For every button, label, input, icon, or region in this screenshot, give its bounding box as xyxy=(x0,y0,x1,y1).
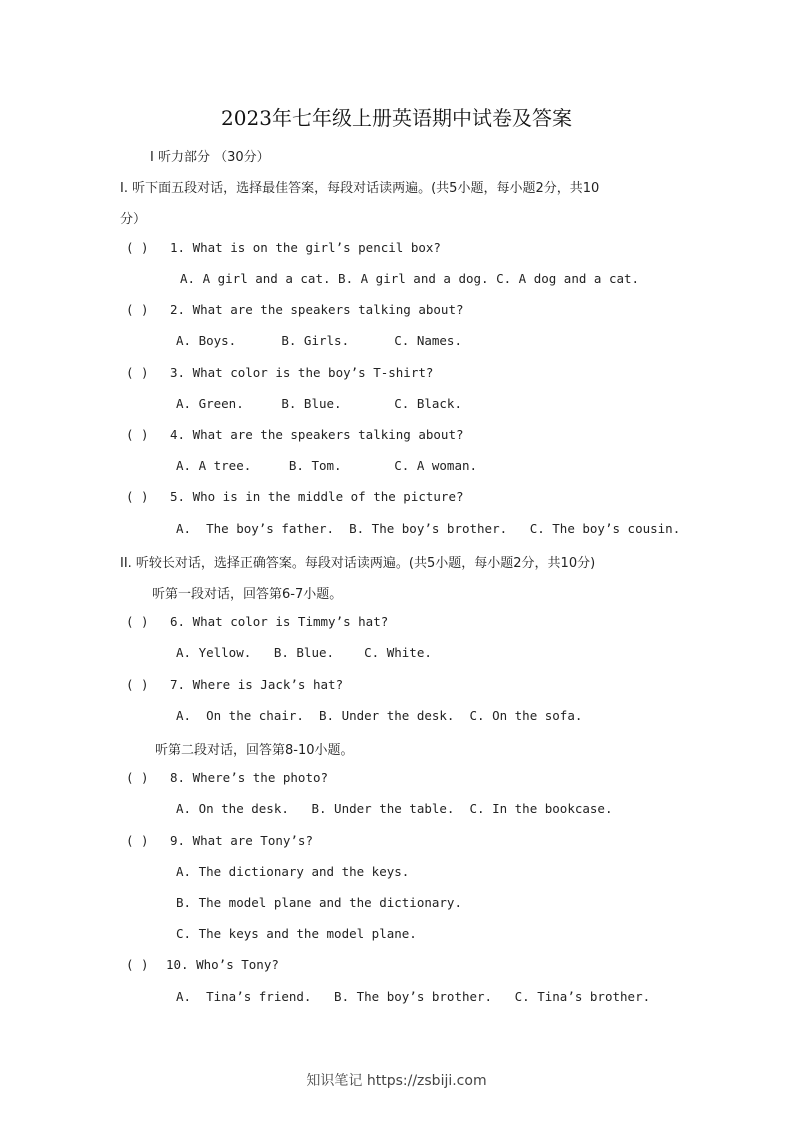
question-4-options: A. A tree. B. Tom. C. A woman. xyxy=(176,458,478,473)
question-1-options: A. A girl and a cat. B. A girl and a dog. C. A dog and a cat. xyxy=(180,271,640,286)
question-1 xyxy=(126,240,441,255)
answer-blank[interactable]: ( ) xyxy=(126,302,149,317)
section2-instruction: II. 听较长对话，选择正确答案。每段对话读两遍。(共5小题，每小题2分，共10分) xyxy=(120,556,596,571)
answer-blank[interactable]: ( ) xyxy=(126,770,149,785)
question-8 xyxy=(126,770,328,785)
question-7-options: A. On the chair. B. Under the desk. C. On the sofa. xyxy=(176,708,583,723)
question-text: 8. Where’s the photo? xyxy=(170,770,329,785)
section2-sub2: 听第二段对话，回答第8-10小题。 xyxy=(155,743,354,758)
question-text: 4. What are the speakers talking about? xyxy=(170,427,464,442)
answer-blank[interactable]: ( ) xyxy=(126,957,149,972)
answer-blank[interactable]: ( ) xyxy=(126,833,149,848)
question-3-options: A. Green. B. Blue. C. Black. xyxy=(176,396,462,411)
section2-sub1: 听第一段对话，回答第6-7小题。 xyxy=(152,587,343,602)
question-5 xyxy=(126,489,464,504)
question-text: 5. Who is in the middle of the picture? xyxy=(170,489,464,504)
answer-blank[interactable]: ( ) xyxy=(126,365,149,380)
section1-instruction-line1: Ⅰ. 听下面五段对话，选择最佳答案，每段对话读两遍。(共5小题，每小题2分，共10 xyxy=(120,181,600,196)
question-9 xyxy=(126,833,313,848)
question-text: 3. What color is the boy’s T-shirt? xyxy=(170,365,434,380)
question-2 xyxy=(126,302,464,317)
answer-blank[interactable]: ( ) xyxy=(126,489,149,504)
answer-blank[interactable]: ( ) xyxy=(126,614,149,629)
answer-blank[interactable]: ( ) xyxy=(126,240,149,255)
question-5-options: A. The boy’s father. B. The boy’s brother. C. The boy’s cousin. xyxy=(176,521,681,536)
question-7 xyxy=(126,677,343,692)
question-text: 1. What is on the girl’s pencil box? xyxy=(170,240,441,255)
question-10-options: A. Tina’s friend. B. The boy’s brother. C. Tina’s brother. xyxy=(176,989,651,1004)
question-8-options: A. On the desk. B. Under the table. C. In the bookcase. xyxy=(176,801,613,816)
page-title: 2023年七年级上册英语期中试卷及答案 xyxy=(221,106,572,130)
question-10 xyxy=(126,957,279,972)
question-9-option-a: A. The dictionary and the keys. xyxy=(176,864,410,879)
question-text: 6. What color is Timmy’s hat? xyxy=(170,614,389,629)
part1-heading: Ⅰ 听力部分 （30分） xyxy=(150,150,270,165)
question-text: 2. What are the speakers talking about? xyxy=(170,302,464,317)
answer-blank[interactable]: ( ) xyxy=(126,677,149,692)
question-text: 9. What are Tony’s? xyxy=(170,833,313,848)
question-6 xyxy=(126,614,388,629)
section1-instruction-line2: 分） xyxy=(120,212,147,227)
question-4 xyxy=(126,427,464,442)
question-3 xyxy=(126,365,433,380)
question-text: 10. Who’s Tony? xyxy=(166,957,279,972)
footer-watermark: 知识笔记 https://zsbiji.com xyxy=(306,1073,487,1089)
question-6-options: A. Yellow. B. Blue. C. White. xyxy=(176,645,432,660)
question-9-option-b: B. The model plane and the dictionary. xyxy=(176,895,462,910)
question-9-option-c: C. The keys and the model plane. xyxy=(176,926,417,941)
question-text: 7. Where is Jack’s hat? xyxy=(170,677,344,692)
question-2-options: A. Boys. B. Girls. C. Names. xyxy=(176,333,462,348)
answer-blank[interactable]: ( ) xyxy=(126,427,149,442)
